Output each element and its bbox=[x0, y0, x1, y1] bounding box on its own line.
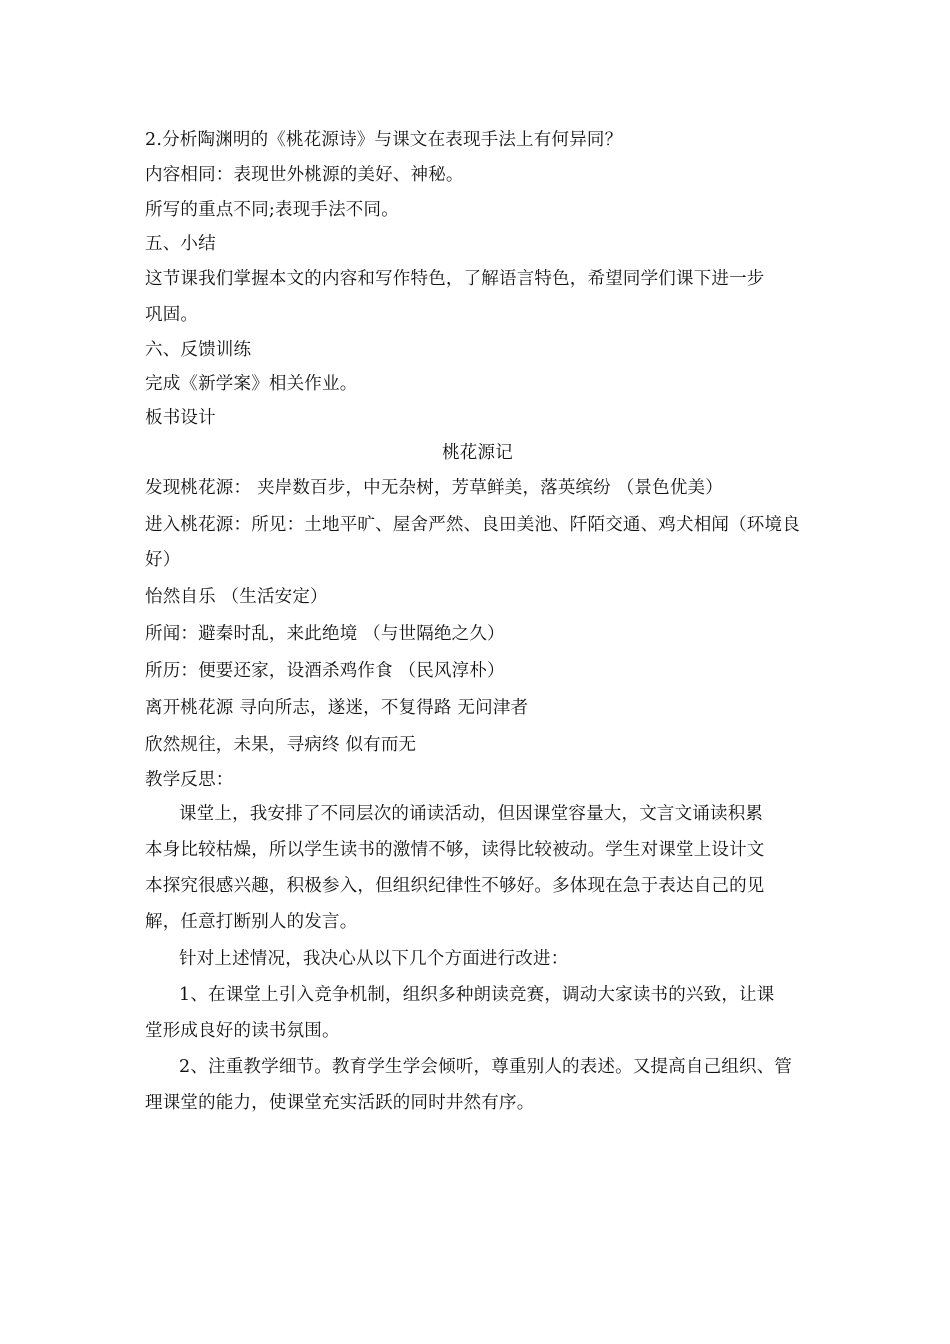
reflection-line: 1、在课堂上引入竞争机制，组织多种朗读竞赛，调动大家读书的兴致，让课 bbox=[179, 985, 775, 1005]
board-line: 所闻：避秦时乱，来此绝境 （与世隔绝之久） bbox=[145, 624, 505, 644]
board-line: 欣然规往，未果，寻病终 似有而无 bbox=[145, 735, 417, 755]
board-line: 离开桃花源 寻向所志，遂迷，不复得路 无问津者 bbox=[145, 698, 529, 718]
board-design-heading: 板书设计 bbox=[145, 408, 216, 428]
section-5-heading: 五、小结 bbox=[145, 234, 216, 254]
reflection-line: 课堂上，我安排了不同层次的诵读活动，但因课堂容量大，文言文诵读积累 bbox=[179, 804, 764, 824]
board-line: 好） bbox=[145, 550, 181, 570]
content-same-line: 内容相同：表现世外桃源的美好、神秘。 bbox=[145, 165, 464, 185]
board-line: 进入桃花源：所见：土地平旷、屋舍严然、良田美池、阡陌交通、鸡犬相闻（环境良 bbox=[145, 515, 800, 535]
reflection-line: 本探究很感兴趣，积极参入，但组织纪律性不够好。多体现在急于表达自己的见 bbox=[145, 876, 765, 896]
homework-line: 完成《新学案》相关作业。 bbox=[145, 374, 358, 394]
summary-line-1: 这节课我们掌握本文的内容和写作特色，了解语言特色，希望同学们课下进一步 bbox=[145, 269, 765, 289]
focus-diff-line: 所写的重点不同;表现手法不同。 bbox=[145, 200, 399, 220]
section-6-heading: 六、反馈训练 bbox=[145, 340, 252, 360]
board-line: 怡然自乐 （生活安定） bbox=[145, 587, 328, 607]
question-2: 2.分析陶渊明的《桃花源诗》与课文在表现手法上有何异同？ bbox=[145, 130, 623, 150]
reflection-line: 本身比较枯燥，所以学生读书的激情不够，读得比较被动。学生对课堂上设计文 bbox=[145, 840, 765, 860]
reflection-line: 理课堂的能力，使课堂充实活跃的同时井然有序。 bbox=[145, 1093, 535, 1113]
board-line: 发现桃花源： 夹岸数百步，中无杂树，芳草鲜美，落英缤纷 （景色优美） bbox=[145, 478, 723, 498]
board-line: 所历：便要还家，设酒杀鸡作食 （民风淳朴） bbox=[145, 661, 505, 681]
summary-line-2: 巩固。 bbox=[145, 305, 199, 325]
reflection-line: 堂形成良好的读书氛围。 bbox=[145, 1021, 340, 1041]
reflection-line: 解，任意打断别人的发言。 bbox=[145, 912, 358, 932]
reflection-line: 针对上述情况，我决心从以下几个方面进行改进： bbox=[179, 949, 569, 969]
board-title: 桃花源记 bbox=[442, 443, 513, 463]
reflection-heading: 教学反思： bbox=[145, 770, 234, 790]
reflection-line: 2、注重教学细节。教育学生学会倾听，尊重别人的表述。又提高自己组织、管 bbox=[179, 1057, 793, 1077]
